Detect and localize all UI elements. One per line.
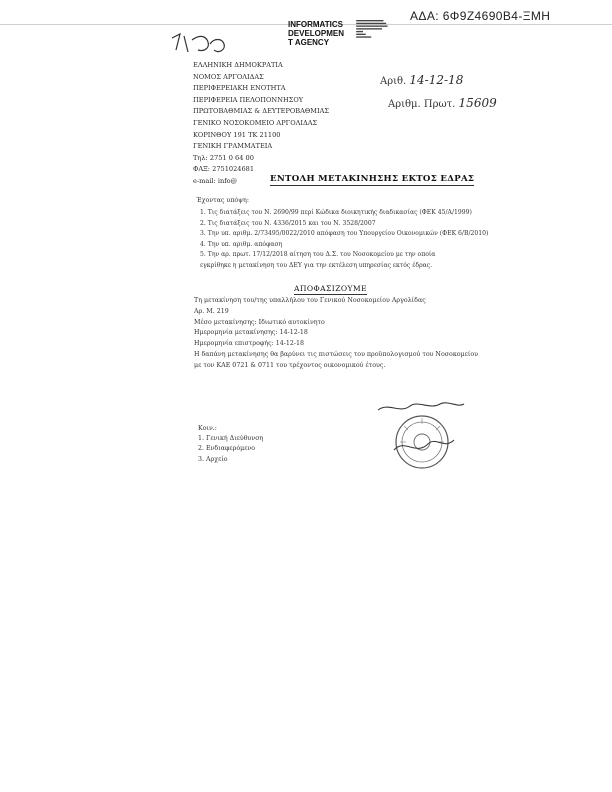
sender-line: ΕΛΛΗΝΙΚΗ ΔΗΜΟΚΡΑΤΙΑ — [193, 61, 283, 69]
decision-heading: ΑΠΟΦΑΣΙΖΟΥΜΕ — [294, 284, 368, 293]
clause-line: εγκρίθηκε η μετακίνηση του ΔΕΥ για την εκτέλεση υπηρεσίας εκτός έδρας. — [200, 261, 433, 269]
sender-line: e-mail: info@ — [193, 176, 238, 185]
document-title: ΕΝΤΟΛΗ ΜΕΤΑΚΙΝΗΣΗΣ ΕΚΤΟΣ ΕΔΡΑΣ — [270, 174, 475, 184]
protocol-date-value: 15609 — [458, 96, 497, 110]
cc-item: 2. Ενδιαφερόμενο — [198, 445, 256, 453]
clause-line: 3. Την υπ. αριθμ. 2/73495/0022/2010 απόφαση του Υπουργείου Οικονομικών (ΦΕΚ 6/Β/2010) — [200, 230, 489, 238]
sender-line: ΦΑΞ: 2751024681 — [193, 165, 255, 174]
movement-line: Τη μετακίνηση του/της υπαλλήλου του Γενικού Νοσοκομείου Αργολίδας — [194, 297, 426, 304]
clause-line: 4. Την υπ. αριθμ. απόφαση — [200, 240, 283, 248]
sender-line: ΝΟΜΟΣ ΑΡΓΟΛΙΔΑΣ — [193, 72, 264, 81]
protocol-date: Αριθμ. Πρωτ. 15609 — [388, 96, 497, 110]
sender-line: ΠΕΡΙΦΕΡΕΙΑ ΠΕΛΟΠΟΝΝΗΣΟΥ — [193, 95, 304, 104]
handwritten-mark-icon — [170, 30, 230, 60]
movement-line: Η δαπάνη μετακίνησης θα βαρύνει τις πιστώσεις του προϋπολογισμού του Νοσοκομείου — [194, 350, 478, 358]
movement-line: Μέσο μετακίνησης: Ιδιωτικό αυτοκίνητο — [194, 318, 325, 326]
ada-code: ΑΔΑ: 6Φ9Ζ4690Β4-ΞΜΗ — [410, 9, 551, 23]
sender-line: ΠΡΩΤΟΒΑΘΜΙΑΣ & ΔΕΥΤΕΡΟΒΑΘΜΙΑΣ — [193, 107, 330, 116]
logo-line: T AGENCY — [288, 38, 330, 47]
legal-clauses — [200, 208, 572, 272]
movement-details — [194, 296, 570, 372]
movement-line: Ημερομηνία μετακίνησης: 14-12-18 — [194, 329, 308, 337]
logo-line: DEVELOPMEN — [288, 29, 345, 38]
sender-block — [193, 60, 329, 188]
sender-line: ΚΟΡΙΝΘΟΥ 191 ΤΚ 21100 — [193, 130, 281, 139]
movement-line: με τον ΚΑΕ 0721 & 0711 του τρέχοντος οικονομικού έτους. — [194, 361, 386, 369]
movement-line: Αρ. Μ. 219 — [194, 307, 229, 315]
cc-item: 1. Γενική Διεύθυνση — [198, 435, 264, 443]
protocol-number: Αριθ. 14-12-18 — [380, 73, 464, 87]
sender-line: ΠΕΡΙΦΕΡΕΙΑΚΗ ΕΝΟΤΗΤΑ — [193, 84, 286, 93]
informatics-agency-logo — [288, 20, 428, 62]
logo-fineprint-icon — [346, 20, 410, 50]
having-seen-label: Έχοντας υπόψη: — [196, 197, 249, 204]
clause-line: 2. Τις διατάξεις του Ν. 4336/2015 και του Ν. 3528/2007 — [200, 219, 376, 227]
sender-line: ΓΕΝΙΚΟ ΝΟΣΟΚΟΜΕΙΟ ΑΡΓΟΛΙΔΑΣ — [193, 118, 318, 127]
clause-line: 1. Τις διατάξεις του Ν. 2690/99 περί Κώδικα διοικητικής διαδικασίας (ΦΕΚ 45/Α/1999) — [200, 209, 472, 216]
sender-line: Τηλ: 2751 0 64 00 — [193, 153, 254, 162]
sender-line: ΓΕΝΙΚΗ ΓΡΑΜΜΑΤΕΙΑ — [193, 142, 273, 151]
protocol-number-value: 14-12-18 — [409, 73, 464, 87]
cc-block — [198, 424, 263, 465]
movement-line: Ημερομηνία επιστροφής: 14-12-18 — [194, 340, 305, 348]
official-stamp-icon — [374, 400, 466, 476]
clause-line: 5. Την αρ. πρωτ. 17/12/2018 αίτηση του Δ.Σ. του Νοσοκομείου με την οποία — [200, 251, 436, 259]
cc-label: Κοιν.: — [198, 425, 217, 432]
logo-line: INFORMATICS — [288, 20, 343, 29]
cc-item: 3. Αρχείο — [198, 455, 228, 463]
